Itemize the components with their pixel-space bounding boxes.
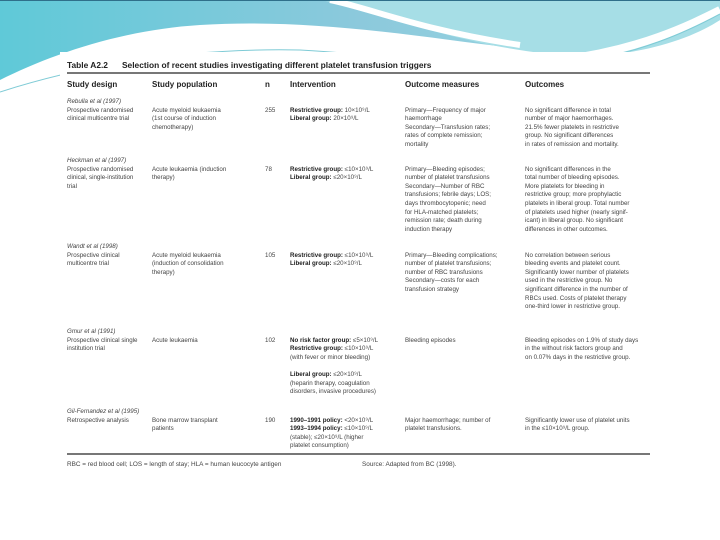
study-population: Bone marrow transplant patients <box>152 416 218 433</box>
study-n: 105 <box>265 251 276 259</box>
studies-table <box>60 52 657 472</box>
table-source: Source: Adapted from BC (1998). <box>362 461 457 468</box>
intervention-threshold: <20×10⁹/L <box>342 416 374 424</box>
study-outcomes: Significantly lower use of platelet units in the ≤10×10⁹/L group. <box>525 416 630 433</box>
intervention-threshold: ≤20×10⁹/L <box>331 370 362 378</box>
intervention-group-label: Restrictive group: <box>290 345 343 353</box>
intervention-line <box>290 166 373 175</box>
study-outcome-measures: Bleeding episodes <box>405 336 456 344</box>
header-study-population: Study population <box>152 80 218 89</box>
study-citation: Rebulla et al (1997) <box>67 98 122 105</box>
table-title <box>67 60 431 70</box>
header-outcomes: Outcomes <box>525 80 565 89</box>
intervention-line <box>290 442 373 451</box>
study-design: Prospective randomised clinical multicentre trial <box>67 106 134 123</box>
intervention-group-label: Liberal group: <box>290 260 332 268</box>
intervention-group-label: Liberal group: <box>290 370 332 378</box>
study-citation: Gmur et al (1991) <box>67 328 116 335</box>
study-n: 190 <box>265 416 276 424</box>
intervention-threshold: ≤10×10⁹/L <box>342 251 374 259</box>
table-footnote: RBC = red blood cell; LOS = length of stay; HLA = human leucocyte antigen <box>67 461 282 468</box>
intervention-group-label: No risk factor group: <box>290 336 352 344</box>
study-n: 78 <box>265 165 272 173</box>
footer-rule <box>67 453 650 455</box>
intervention-group-label: Restrictive group: <box>290 106 343 114</box>
study-intervention <box>290 417 373 451</box>
intervention-threshold: ≤20×10⁹/L <box>331 260 362 268</box>
study-outcome-measures: Primary—Bleeding complications; number of platelet transfusions; number of RBC transfusions Secondary—costs for each transfusion strategy <box>405 251 498 293</box>
intervention-line <box>290 115 370 124</box>
intervention-line <box>290 388 378 397</box>
study-outcome-measures: Primary—Bleeding episodes; number of platelet transfusions Secondary—Number of RBC transfusions; febrile days; LOS; days thrombocytopenic; need for HLA-matched platelets; remission rate; death during induction therapy <box>405 165 491 233</box>
header-outcome-measures: Outcome measures <box>405 80 480 89</box>
title-rule <box>67 72 650 74</box>
study-design: Prospective randomised clinical, single-institution trial <box>67 165 134 190</box>
study-n: 102 <box>265 336 276 344</box>
intervention-line <box>290 371 378 380</box>
intervention-group-label: Restrictive group: <box>290 251 343 259</box>
intervention-line <box>290 174 373 183</box>
intervention-threshold: ≤20×10⁹/L <box>331 174 362 182</box>
header-n: n <box>265 80 270 89</box>
study-design: Prospective clinical single institution trial <box>67 336 138 353</box>
intervention-threshold: ≤10×10⁹/L <box>342 345 374 353</box>
study-intervention <box>290 166 373 183</box>
intervention-line <box>290 417 373 426</box>
header-study-design: Study design <box>67 80 118 89</box>
study-intervention <box>290 107 370 124</box>
intervention-line <box>290 337 378 346</box>
intervention-group-label: Liberal group: <box>290 174 332 182</box>
table-label: Table A2.2 <box>67 60 108 70</box>
intervention-threshold: 10×10⁹/L <box>342 106 370 114</box>
intervention-group-label: 1993–1994 policy: <box>290 425 343 433</box>
study-population: Acute leukaemia (induction therapy) <box>152 165 227 182</box>
intervention-line <box>290 260 373 269</box>
study-outcomes: No significant difference in total number of major haemorrhages. 21.5% fewer platelets in restrictive group. No significant differences in rates of remission and mortality. <box>525 106 619 148</box>
intervention-threshold: (with fever or minor bleeding) <box>290 353 371 361</box>
intervention-line <box>290 362 378 371</box>
intervention-line <box>290 354 378 363</box>
intervention-threshold: disorders, invasive procedures) <box>290 388 376 396</box>
intervention-line <box>290 252 373 261</box>
intervention-line <box>290 345 378 354</box>
table-caption: Selection of recent studies investigating different platelet transfusion triggers <box>121 60 432 70</box>
study-intervention <box>290 252 373 269</box>
intervention-threshold: ≤5×10⁹/L <box>351 336 379 344</box>
intervention-line <box>290 425 373 434</box>
intervention-threshold: (heparin therapy, coagulation <box>290 379 370 387</box>
study-population: Acute myeloid leukaemia (induction of consolidation therapy) <box>152 251 224 276</box>
study-design: Prospective clinical multicentre trial <box>67 251 120 268</box>
intervention-threshold: ≤10×10⁹/L <box>342 425 373 433</box>
intervention-threshold: 20×10⁹/L <box>331 115 359 123</box>
study-outcome-measures: Major haemorrhage; number of platelet transfusions. <box>405 416 491 433</box>
study-citation: Heckman et al (1997) <box>67 157 127 164</box>
study-intervention <box>290 337 378 397</box>
intervention-line <box>290 434 373 443</box>
intervention-group-label: 1990–1991 policy: <box>290 416 343 424</box>
study-population: Acute leukaemia <box>152 336 198 344</box>
study-outcomes: Bleeding episodes on 1.9% of study days in the without risk factors group and on 0.07% days in the restrictive group. <box>525 336 639 361</box>
intervention-line <box>290 380 378 389</box>
intervention-line <box>290 107 370 116</box>
study-outcomes: No significant differences in the total number of bleeding episodes. More platelets for bleeding in restrictive group; more prophylactic platelets in liberal group. Total number of platelets used higher (nearly signif- icant) in liberal group. No significant differences in other outcomes. <box>525 165 630 233</box>
intervention-group-label: Restrictive group: <box>290 165 343 173</box>
intervention-threshold: platelet consumption) <box>290 442 349 450</box>
intervention-group-label: Liberal group: <box>290 115 332 123</box>
study-citation: Gil-Fernandez et al (1995) <box>67 408 140 415</box>
intervention-threshold: ≤10×10⁹/L <box>342 165 374 173</box>
study-outcomes: No correlation between serious bleeding events and platelet count. Significantly lower number of platelets used in the restrictive group. No significant difference in the number of RBCs used. Costs of platelet therapy one-third lower in restrictive group. <box>525 251 629 311</box>
study-outcome-measures: Primary—Frequency of major haemorrhage Secondary—Transfusion rates; rates of complete remission; mortality <box>405 106 491 148</box>
study-citation: Wandt et al (1998) <box>67 243 118 250</box>
study-population: Acute myeloid leukaemia (1st course of induction chemotherapy) <box>152 106 221 131</box>
study-n: 255 <box>265 106 276 114</box>
header-intervention: Intervention <box>290 80 336 89</box>
study-design: Retrospective analysis <box>67 416 129 424</box>
intervention-threshold: (stable); ≤20×10⁹/L (higher <box>290 433 364 441</box>
